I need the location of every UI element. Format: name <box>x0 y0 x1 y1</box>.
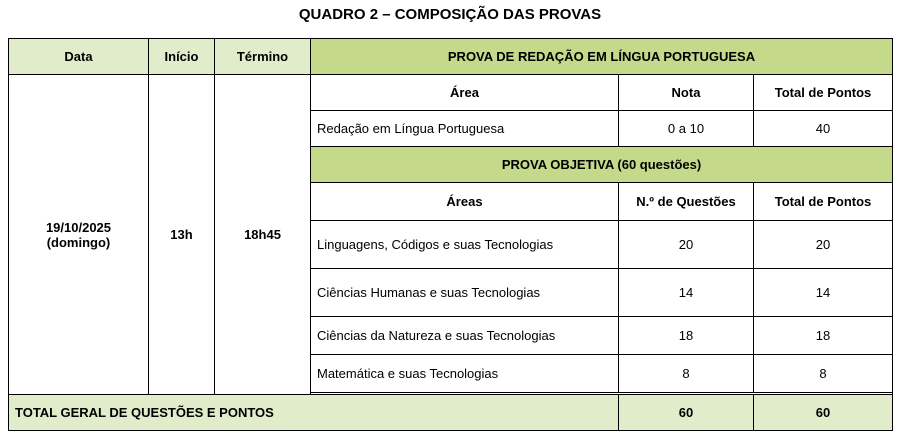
objetiva-questoes: 14 <box>619 269 754 317</box>
schedule-date: 19/10/2025 <box>45 219 112 235</box>
composition-table <box>8 38 893 431</box>
total-row <box>9 395 893 431</box>
redacao-col-area: Área <box>311 75 619 111</box>
table-title: QUADRO 2 – COMPOSIÇÃO DAS PROVAS <box>298 6 602 23</box>
objetiva-area: Linguagens, Códigos e suas Tecnologias <box>311 221 619 269</box>
schedule-weekday: (domingo) <box>46 234 111 250</box>
objetiva-total: 8 <box>754 355 893 393</box>
header-termino: Término <box>215 39 311 75</box>
redacao-col-total: Total de Pontos <box>754 75 893 111</box>
objetiva-title: PROVA OBJETIVA (60 questões) <box>311 147 893 183</box>
header-prova-redacao: PROVA DE REDAÇÃO EM LÍNGUA PORTUGUESA <box>311 39 893 75</box>
objetiva-questoes: 8 <box>619 355 754 393</box>
objetiva-total: 20 <box>754 221 893 269</box>
redacao-nota: 0 a 10 <box>619 111 754 147</box>
total-geral-label: TOTAL GERAL DE QUESTÕES E PONTOS <box>9 395 619 431</box>
objetiva-questoes: 20 <box>619 221 754 269</box>
redacao-area: Redação em Língua Portuguesa <box>311 111 619 147</box>
objetiva-col-questoes: N.º de Questões <box>619 183 754 221</box>
objetiva-total: 14 <box>754 269 893 317</box>
redacao-total: 40 <box>754 111 893 147</box>
objetiva-area: Ciências da Natureza e suas Tecnologias <box>311 317 619 355</box>
objetiva-col-total: Total de Pontos <box>754 183 893 221</box>
objetiva-total: 18 <box>754 317 893 355</box>
schedule-end: 18h45 <box>215 75 311 395</box>
schedule-start: 13h <box>149 75 215 395</box>
total-geral-pontos: 60 <box>754 395 893 431</box>
objetiva-area: Matemática e suas Tecnologias <box>311 355 619 393</box>
objetiva-area: Ciências Humanas e suas Tecnologias <box>311 269 619 317</box>
header-inicio: Início <box>149 39 215 75</box>
header-data: Data <box>9 39 149 75</box>
objetiva-questoes: 18 <box>619 317 754 355</box>
total-geral-questoes: 60 <box>619 395 754 431</box>
redacao-col-nota: Nota <box>619 75 754 111</box>
objetiva-col-areas: Áreas <box>311 183 619 221</box>
schedule-date-cell <box>9 75 149 395</box>
